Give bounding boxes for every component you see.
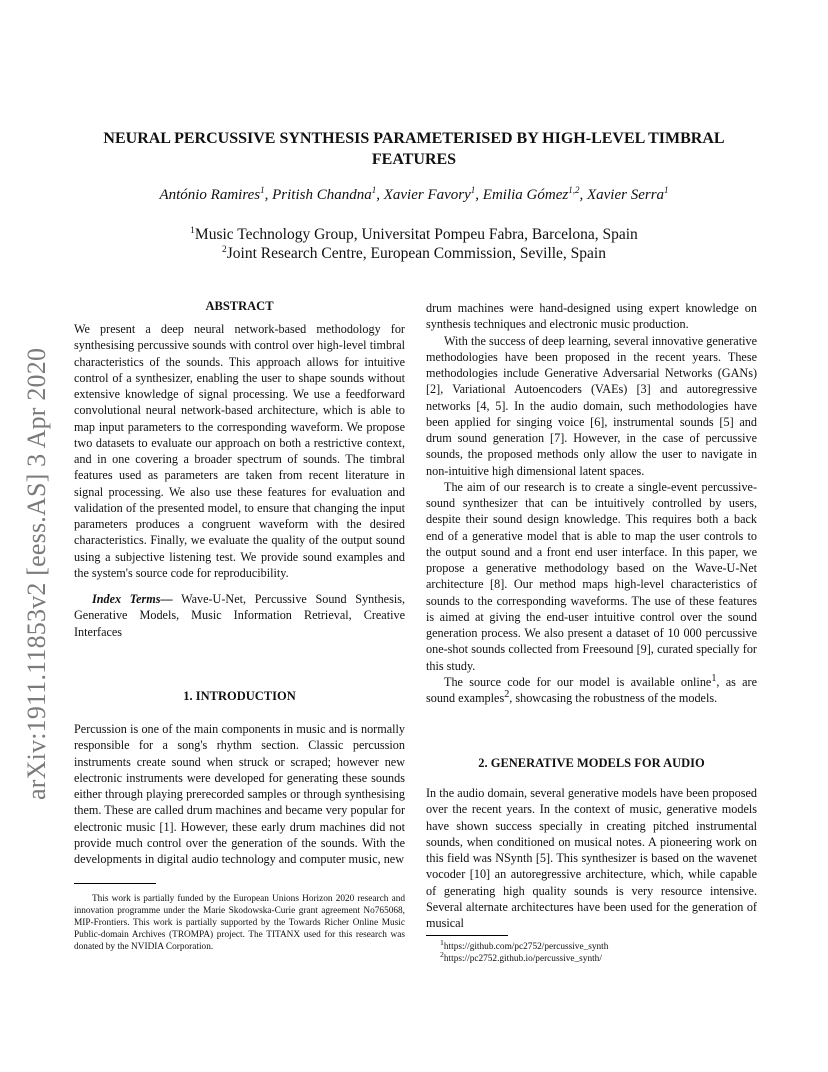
paragraph: The source code for our model is available online$^1$, as are sound examples$^2$, showcasing the robustness of the models. [426, 672, 757, 705]
footnote-rule [426, 935, 508, 936]
abstract-body [74, 321, 405, 640]
author-name: Xavier Favory [383, 187, 471, 203]
affiliations [90, 225, 738, 263]
author-name: Xavier Serra [586, 187, 665, 203]
section2-body [426, 785, 757, 931]
footnote-rule [74, 883, 156, 884]
index-terms-label: Index Terms— [92, 592, 173, 606]
author-sup: 1,2 [568, 185, 580, 195]
author-name: Pritish Chandna [272, 187, 372, 203]
intro-body [74, 721, 405, 867]
author-sup: 1 [371, 185, 377, 195]
paragraph: drum machines were hand-designed using expert knowledge on synthesis techniques and electronic music production. [426, 301, 757, 332]
url-footnotes [426, 937, 757, 965]
right-column-body [426, 300, 757, 706]
affiliation-line: $^1$Music Technology Group, Universitat Pompeu Fabra, Barcelona, Spain [190, 225, 638, 243]
abstract-heading: ABSTRACT [205, 299, 274, 313]
footnote-ref: 2 [504, 688, 510, 700]
author-list: António Ramires$^1$, Pritish Chandna$^1$, Xavier Favory$^1$, Emilia Gómez$^{1,2}$, Xavier Serra$^1$ [159, 185, 669, 203]
author-sup: 1 [470, 185, 476, 195]
footnote-1: $^1$https://github.com/pc2752/percussive_synth [440, 937, 609, 952]
funding-footnote [74, 893, 405, 953]
index-terms-text: Wave-U-Net, Percussive Sound Synthesis, Generative Models, Music Information Retrieval, Creative Interfaces [74, 592, 405, 639]
author-sup: 1 [260, 185, 265, 195]
affiliation-line: $^2$Joint Research Centre, European Commission, Seville, Spain [221, 244, 606, 262]
author-name: Emilia Gómez [482, 187, 569, 203]
index-terms [74, 591, 405, 640]
funding-footnote-text: This work is partially funded by the European Unions Horizon 2020 research and innovation programme under the Marie Skodowska-Curie grant agreement No765068, MIP-Frontiers. This work is partially supported by the Towards Richer Online Music Public-domain Archives (TROMPA) project. The TITANX used for this research was donated by the NVIDIA Corporation. [74, 894, 405, 952]
footnote-2: $^2$https://pc2752.github.io/percussive_synth/ [440, 949, 602, 964]
intro-heading: 1. INTRODUCTION [183, 689, 296, 703]
section2-heading: 2. GENERATIVE MODELS FOR AUDIO [478, 756, 705, 770]
paragraph: With the success of deep learning, several innovative generative methodologies have been proposed in the recent years. These methodologies include Generative Adversarial Networks (GANs) [2], Variational Autoencoders (VAEs) [3] and autoregressive networks [4, 5]. In the audio domain, such methodologies have been applied for singing voice [6], instrumental sounds [5] and drum sound generation [7]. However, in the case of percussive sounds, the proposed methods only allow the user to navigate in non-intuitive high dimensional latent spaces. [426, 333, 757, 478]
paper-title [90, 128, 738, 170]
title-line-2: FEATURES [371, 151, 457, 168]
paragraph: The aim of our research is to create a single-event percussive-sound synthesizer that can be intuitively controlled by users, despite their sound design knowledge. This requires both a back end of a generative model that is able to map the user controls to the output sound and a front end user interface. In this paper, we propose a generative methodology based on the Wave-U-Net architecture [8]. Our method maps high-level characteristics of sounds to the corresponding waveforms. The use of these features is aimed at giving the end-user intuitive control over the sound generation process. We also present a dataset of 10 000 percussive one-shot sounds collected from Freesound [9], curated specially for this study. [426, 479, 757, 673]
title-line-1: NEURAL PERCUSSIVE SYNTHESIS PARAMETERISED BY HIGH-LEVEL TIMBRAL [103, 130, 725, 147]
arxiv-side-stamp: arXiv:1911.11853v2 [eess.AS] 3 Apr 2020 [22, 347, 51, 800]
intro-paragraph: Percussion is one of the main components in music and is normally responsible for a song's rhythm section. Classic percussion instruments create sound when struck or scraped; however new electronic instruments were developed for generating these sounds either through playing prerecorded samples or through synthesising them. These are called drum machines and became very popular for electronic music [1]. However, these early drum machines did not provide much control over the generation of the sounds. With the developments in digital audio technology and computer music, new [74, 722, 405, 866]
footnote-ref: 1 [711, 672, 717, 684]
abstract-text: We present a deep neural network-based methodology for synthesising percussive sounds with control over high-level timbral characteristics of the sounds. This approach allows for intuitive control of a synthesizer, enabling the user to shape sounds without extensive knowledge of signal processing. We use a feedforward convolutional neural network-based architecture, which is able to map input parameters to the corresponding waveform. We propose two datasets to evaluate our approach on both a restrictive context, and in one covering a broader spectrum of sounds. The timbral features used as parameters are taken from recent literature in signal processing. We also use these features for evaluation and validation of the presented model, to ensure that changing the input parameters produces a congruent waveform with the desired characteristics. Finally, we evaluate the quality of the output sound using a subjective listening test. We provide sound examples and the system's source code for reproducibility. [74, 322, 405, 580]
section2-paragraph: In the audio domain, several generative models have been proposed over the recent years. In the context of music, generative models have shown success specially in creating pitched instrumental sounds, when conditioned on musical notes. A pioneering work on this field was NSynth [5]. This synthesizer is based on the wavenet vocoder [10] an autoregressive architecture, which, while capable of generating high quality sounds is very resource intensive. Several alternate architectures have been used for the generation of musical [426, 786, 757, 930]
author-name: António Ramires [159, 187, 261, 203]
author-sup: 1 [664, 185, 669, 195]
